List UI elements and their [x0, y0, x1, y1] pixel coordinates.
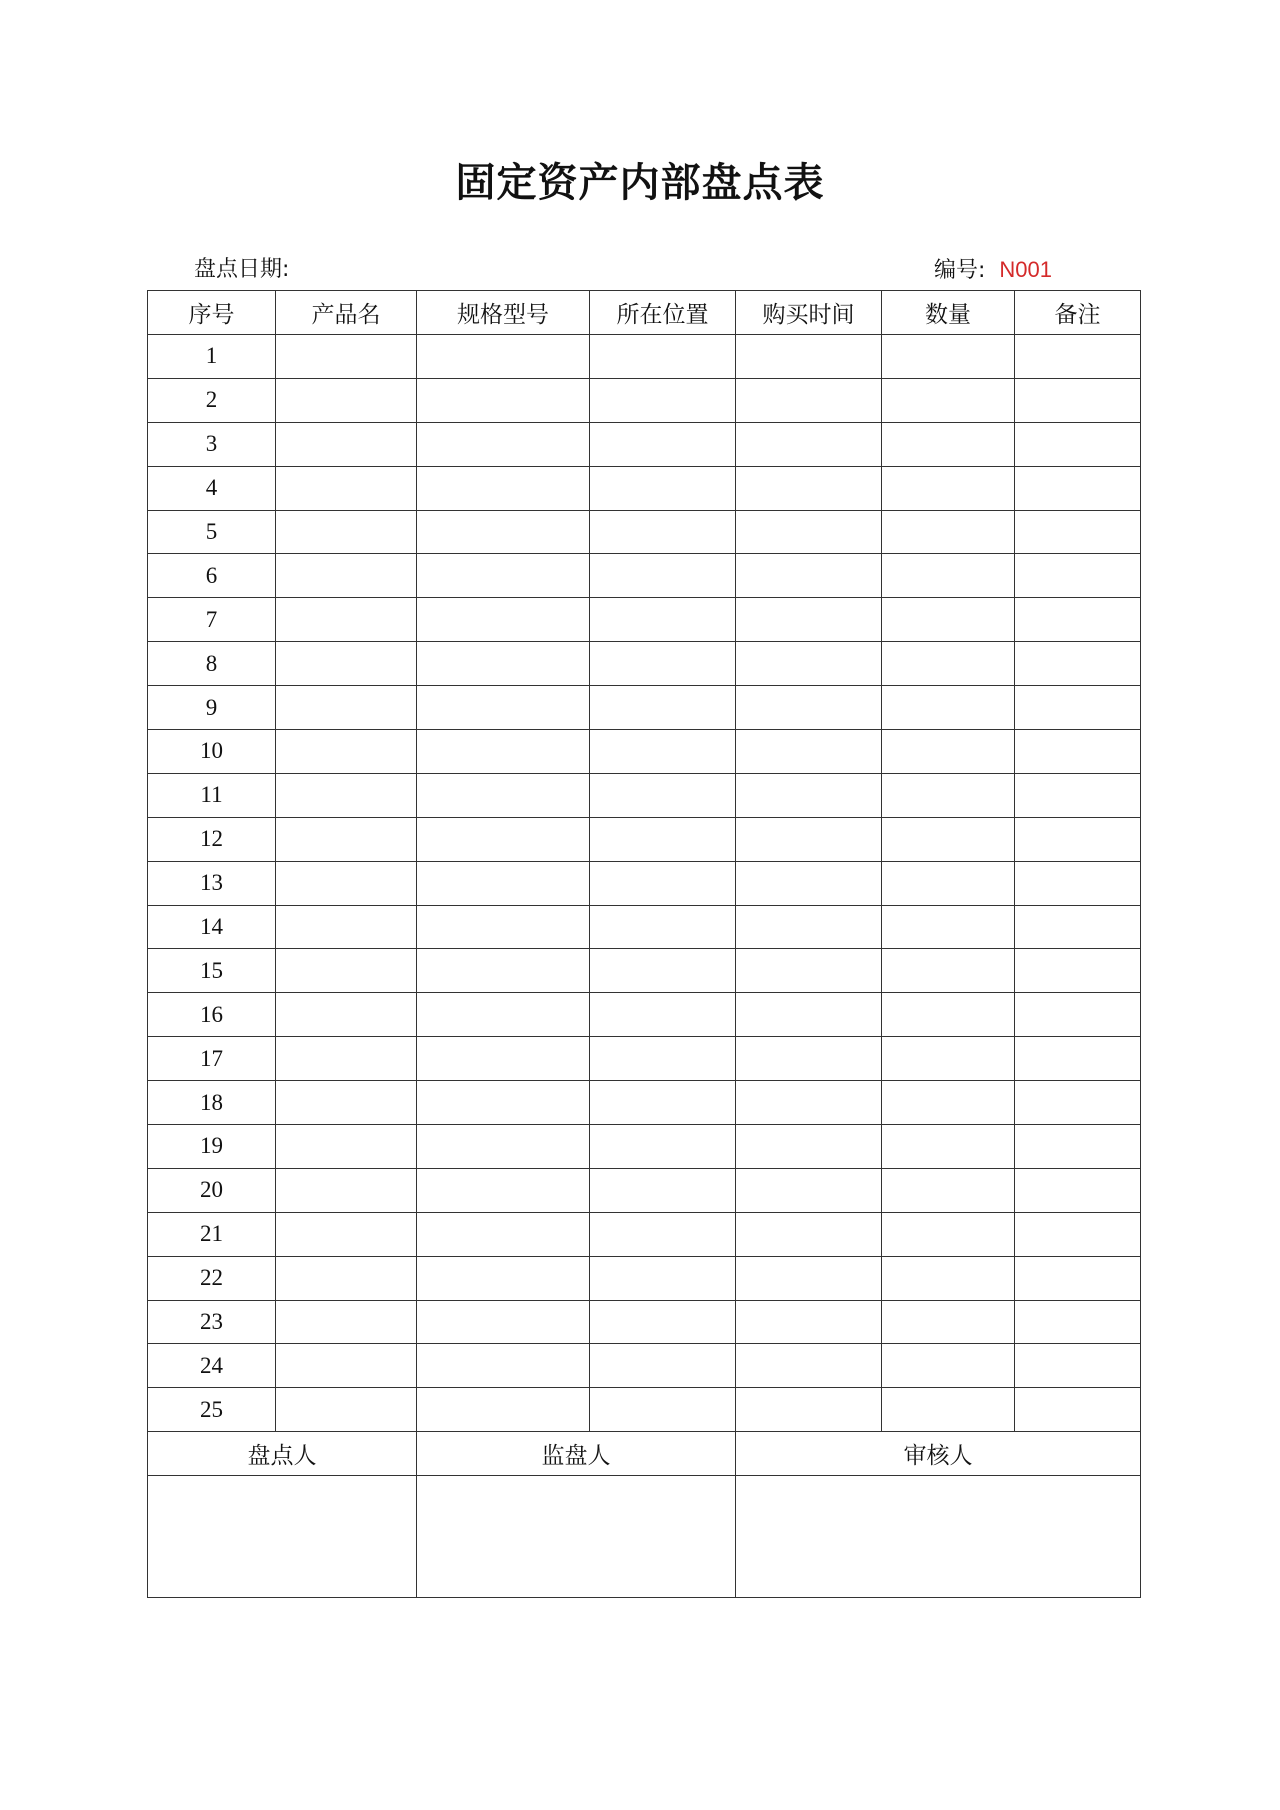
purchase-date-cell[interactable] — [736, 1344, 882, 1388]
row-number: 8 — [148, 642, 276, 686]
model-cell[interactable] — [417, 861, 590, 905]
remarks-cell[interactable] — [1015, 1300, 1141, 1344]
quantity-cell[interactable] — [882, 378, 1015, 422]
purchase-date-cell[interactable] — [736, 378, 882, 422]
product-name-cell[interactable] — [276, 642, 417, 686]
table-row — [148, 1300, 1141, 1344]
location-cell[interactable] — [590, 1081, 736, 1125]
signature-supervisor-field[interactable] — [417, 1476, 736, 1598]
model-cell[interactable] — [417, 686, 590, 730]
document-number — [934, 254, 1052, 287]
header-remarks: 备注 — [1015, 291, 1141, 335]
table-row — [148, 335, 1141, 379]
product-name-cell[interactable] — [276, 1125, 417, 1169]
model-cell[interactable] — [417, 466, 590, 510]
purchase-date-cell[interactable] — [736, 1168, 882, 1212]
quantity-cell[interactable] — [882, 1081, 1015, 1125]
row-number: 6 — [148, 554, 276, 598]
location-cell[interactable] — [590, 993, 736, 1037]
signature-space-row — [148, 1476, 1141, 1598]
table-row — [148, 466, 1141, 510]
quantity-cell[interactable] — [882, 554, 1015, 598]
quantity-cell[interactable] — [882, 993, 1015, 1037]
quantity-cell[interactable] — [882, 1300, 1015, 1344]
table-row — [148, 730, 1141, 774]
row-number: 5 — [148, 510, 276, 554]
row-number: 9 — [148, 686, 276, 730]
row-number: 17 — [148, 1037, 276, 1081]
table-row — [148, 378, 1141, 422]
product-name-cell[interactable] — [276, 466, 417, 510]
quantity-cell[interactable] — [882, 1256, 1015, 1300]
remarks-cell[interactable] — [1015, 773, 1141, 817]
row-number: 19 — [148, 1125, 276, 1169]
table-row — [148, 1081, 1141, 1125]
location-cell[interactable] — [590, 1168, 736, 1212]
remarks-cell[interactable] — [1015, 1037, 1141, 1081]
quantity-cell[interactable] — [882, 598, 1015, 642]
quantity-cell[interactable] — [882, 1168, 1015, 1212]
product-name-cell[interactable] — [276, 861, 417, 905]
quantity-cell[interactable] — [882, 773, 1015, 817]
quantity-cell[interactable] — [882, 730, 1015, 774]
remarks-cell[interactable] — [1015, 1256, 1141, 1300]
table-row — [148, 1256, 1141, 1300]
product-name-cell[interactable] — [276, 730, 417, 774]
location-cell[interactable] — [590, 1300, 736, 1344]
remarks-cell[interactable] — [1015, 422, 1141, 466]
row-number: 4 — [148, 466, 276, 510]
remarks-cell[interactable] — [1015, 554, 1141, 598]
remarks-cell[interactable] — [1015, 1344, 1141, 1388]
inventory-table — [147, 290, 1141, 1598]
purchase-date-cell[interactable] — [736, 598, 882, 642]
product-name-cell[interactable] — [276, 554, 417, 598]
table-row — [148, 1388, 1141, 1432]
row-number: 21 — [148, 1212, 276, 1256]
model-cell[interactable] — [417, 335, 590, 379]
location-cell[interactable] — [590, 817, 736, 861]
model-cell[interactable] — [417, 817, 590, 861]
product-name-cell[interactable] — [276, 905, 417, 949]
purchase-date-cell[interactable] — [736, 1256, 882, 1300]
row-number: 23 — [148, 1300, 276, 1344]
product-name-cell[interactable] — [276, 1168, 417, 1212]
table-row — [148, 598, 1141, 642]
table-row — [148, 510, 1141, 554]
header-purchase-date: 购买时间 — [736, 291, 882, 335]
header-index: 序号 — [148, 291, 276, 335]
model-cell[interactable] — [417, 773, 590, 817]
purchase-date-cell[interactable] — [736, 422, 882, 466]
row-number: 22 — [148, 1256, 276, 1300]
row-number: 13 — [148, 861, 276, 905]
quantity-cell[interactable] — [882, 1388, 1015, 1432]
remarks-cell[interactable] — [1015, 949, 1141, 993]
purchase-date-cell[interactable] — [736, 335, 882, 379]
header-quantity: 数量 — [882, 291, 1015, 335]
inventory-date-label: 盘点日期: — [194, 257, 290, 282]
purchase-date-cell[interactable] — [736, 1388, 882, 1432]
document-number-label: 编号: — [934, 258, 986, 283]
purchase-date-cell[interactable] — [736, 642, 882, 686]
model-cell[interactable] — [417, 730, 590, 774]
location-cell[interactable] — [590, 730, 736, 774]
row-number: 15 — [148, 949, 276, 993]
purchase-date-cell[interactable] — [736, 949, 882, 993]
model-cell[interactable] — [417, 598, 590, 642]
signature-header-row — [148, 1432, 1141, 1476]
quantity-cell[interactable] — [882, 817, 1015, 861]
location-cell[interactable] — [590, 949, 736, 993]
purchase-date-cell[interactable] — [736, 1081, 882, 1125]
model-cell[interactable] — [417, 1388, 590, 1432]
product-name-cell[interactable] — [276, 1388, 417, 1432]
location-cell[interactable] — [590, 335, 736, 379]
location-cell[interactable] — [590, 510, 736, 554]
row-number: 16 — [148, 993, 276, 1037]
product-name-cell[interactable] — [276, 1081, 417, 1125]
location-cell[interactable] — [590, 1256, 736, 1300]
location-cell[interactable] — [590, 378, 736, 422]
model-cell[interactable] — [417, 1037, 590, 1081]
remarks-cell[interactable] — [1015, 466, 1141, 510]
location-cell[interactable] — [590, 466, 736, 510]
product-name-cell[interactable] — [276, 335, 417, 379]
product-name-cell[interactable] — [276, 422, 417, 466]
remarks-cell[interactable] — [1015, 817, 1141, 861]
location-cell[interactable] — [590, 598, 736, 642]
model-cell[interactable] — [417, 993, 590, 1037]
document-number-value: N001 — [999, 257, 1053, 282]
quantity-cell[interactable] — [882, 686, 1015, 730]
purchase-date-cell[interactable] — [736, 1037, 882, 1081]
location-cell[interactable] — [590, 1037, 736, 1081]
row-number: 11 — [148, 773, 276, 817]
table-row — [148, 642, 1141, 686]
purchase-date-cell[interactable] — [736, 1212, 882, 1256]
quantity-cell[interactable] — [882, 335, 1015, 379]
model-cell[interactable] — [417, 554, 590, 598]
row-number: 25 — [148, 1388, 276, 1432]
location-cell[interactable] — [590, 642, 736, 686]
remarks-cell[interactable] — [1015, 510, 1141, 554]
row-number: 7 — [148, 598, 276, 642]
model-cell[interactable] — [417, 1081, 590, 1125]
remarks-cell[interactable] — [1015, 686, 1141, 730]
table-row — [148, 1037, 1141, 1081]
location-cell[interactable] — [590, 861, 736, 905]
product-name-cell[interactable] — [276, 1256, 417, 1300]
table-row — [148, 993, 1141, 1037]
remarks-cell[interactable] — [1015, 730, 1141, 774]
table-row — [148, 949, 1141, 993]
page-title: 固定资产内部盘点表 — [455, 160, 825, 206]
row-number: 20 — [148, 1168, 276, 1212]
model-cell[interactable] — [417, 949, 590, 993]
model-cell[interactable] — [417, 1212, 590, 1256]
table-row — [148, 1212, 1141, 1256]
signature-supervisor-label: 监盘人 — [417, 1432, 736, 1476]
product-name-cell[interactable] — [276, 598, 417, 642]
table-header-row — [148, 291, 1141, 335]
product-name-cell[interactable] — [276, 993, 417, 1037]
location-cell[interactable] — [590, 905, 736, 949]
remarks-cell[interactable] — [1015, 1388, 1141, 1432]
remarks-cell[interactable] — [1015, 335, 1141, 379]
quantity-cell[interactable] — [882, 1037, 1015, 1081]
purchase-date-cell[interactable] — [736, 510, 882, 554]
row-number: 1 — [148, 335, 276, 379]
model-cell[interactable] — [417, 642, 590, 686]
purchase-date-cell[interactable] — [736, 817, 882, 861]
location-cell[interactable] — [590, 773, 736, 817]
remarks-cell[interactable] — [1015, 1125, 1141, 1169]
signature-counter-label: 盘点人 — [148, 1432, 417, 1476]
quantity-cell[interactable] — [882, 642, 1015, 686]
quantity-cell[interactable] — [882, 466, 1015, 510]
remarks-cell[interactable] — [1015, 861, 1141, 905]
quantity-cell[interactable] — [882, 422, 1015, 466]
table-row — [148, 1168, 1141, 1212]
signature-reviewer-field[interactable] — [736, 1476, 1141, 1598]
location-cell[interactable] — [590, 686, 736, 730]
remarks-cell[interactable] — [1015, 993, 1141, 1037]
table-row — [148, 554, 1141, 598]
model-cell[interactable] — [417, 1125, 590, 1169]
purchase-date-cell[interactable] — [736, 993, 882, 1037]
quantity-cell[interactable] — [882, 1344, 1015, 1388]
product-name-cell[interactable] — [276, 378, 417, 422]
quantity-cell[interactable] — [882, 905, 1015, 949]
table-row — [148, 1344, 1141, 1388]
quantity-cell[interactable] — [882, 861, 1015, 905]
row-number: 10 — [148, 730, 276, 774]
header-model: 规格型号 — [417, 291, 590, 335]
product-name-cell[interactable] — [276, 1300, 417, 1344]
row-number: 3 — [148, 422, 276, 466]
table-row — [148, 905, 1141, 949]
table-row — [148, 686, 1141, 730]
product-name-cell[interactable] — [276, 773, 417, 817]
remarks-cell[interactable] — [1015, 1081, 1141, 1125]
product-name-cell[interactable] — [276, 949, 417, 993]
product-name-cell[interactable] — [276, 1344, 417, 1388]
table-row — [148, 817, 1141, 861]
table-row — [148, 861, 1141, 905]
quantity-cell[interactable] — [882, 1212, 1015, 1256]
remarks-cell[interactable] — [1015, 378, 1141, 422]
table-row — [148, 422, 1141, 466]
location-cell[interactable] — [590, 1344, 736, 1388]
row-number: 2 — [148, 378, 276, 422]
remarks-cell[interactable] — [1015, 1168, 1141, 1212]
model-cell[interactable] — [417, 422, 590, 466]
purchase-date-cell[interactable] — [736, 1125, 882, 1169]
remarks-cell[interactable] — [1015, 642, 1141, 686]
quantity-cell[interactable] — [882, 510, 1015, 554]
purchase-date-cell[interactable] — [736, 905, 882, 949]
product-name-cell[interactable] — [276, 510, 417, 554]
remarks-cell[interactable] — [1015, 1212, 1141, 1256]
header-product-name: 产品名 — [276, 291, 417, 335]
location-cell[interactable] — [590, 1388, 736, 1432]
product-name-cell[interactable] — [276, 1212, 417, 1256]
row-number: 18 — [148, 1081, 276, 1125]
table-row — [148, 773, 1141, 817]
location-cell[interactable] — [590, 554, 736, 598]
table-row — [148, 1125, 1141, 1169]
product-name-cell[interactable] — [276, 1037, 417, 1081]
purchase-date-cell[interactable] — [736, 686, 882, 730]
model-cell[interactable] — [417, 1300, 590, 1344]
location-cell[interactable] — [590, 422, 736, 466]
signature-counter-field[interactable] — [148, 1476, 417, 1598]
row-number: 12 — [148, 817, 276, 861]
quantity-cell[interactable] — [882, 949, 1015, 993]
remarks-cell[interactable] — [1015, 905, 1141, 949]
product-name-cell[interactable] — [276, 817, 417, 861]
model-cell[interactable] — [417, 378, 590, 422]
location-cell[interactable] — [590, 1212, 736, 1256]
remarks-cell[interactable] — [1015, 598, 1141, 642]
model-cell[interactable] — [417, 1168, 590, 1212]
row-number: 14 — [148, 905, 276, 949]
model-cell[interactable] — [417, 905, 590, 949]
header-location: 所在位置 — [590, 291, 736, 335]
signature-reviewer-label: 审核人 — [736, 1432, 1141, 1476]
model-cell[interactable] — [417, 1256, 590, 1300]
purchase-date-cell[interactable] — [736, 1300, 882, 1344]
model-cell[interactable] — [417, 1344, 590, 1388]
purchase-date-cell[interactable] — [736, 861, 882, 905]
location-cell[interactable] — [590, 1125, 736, 1169]
row-number: 24 — [148, 1344, 276, 1388]
purchase-date-cell[interactable] — [736, 730, 882, 774]
table-body — [148, 335, 1141, 1432]
product-name-cell[interactable] — [276, 686, 417, 730]
purchase-date-cell[interactable] — [736, 466, 882, 510]
model-cell[interactable] — [417, 510, 590, 554]
purchase-date-cell[interactable] — [736, 554, 882, 598]
quantity-cell[interactable] — [882, 1125, 1015, 1169]
purchase-date-cell[interactable] — [736, 773, 882, 817]
